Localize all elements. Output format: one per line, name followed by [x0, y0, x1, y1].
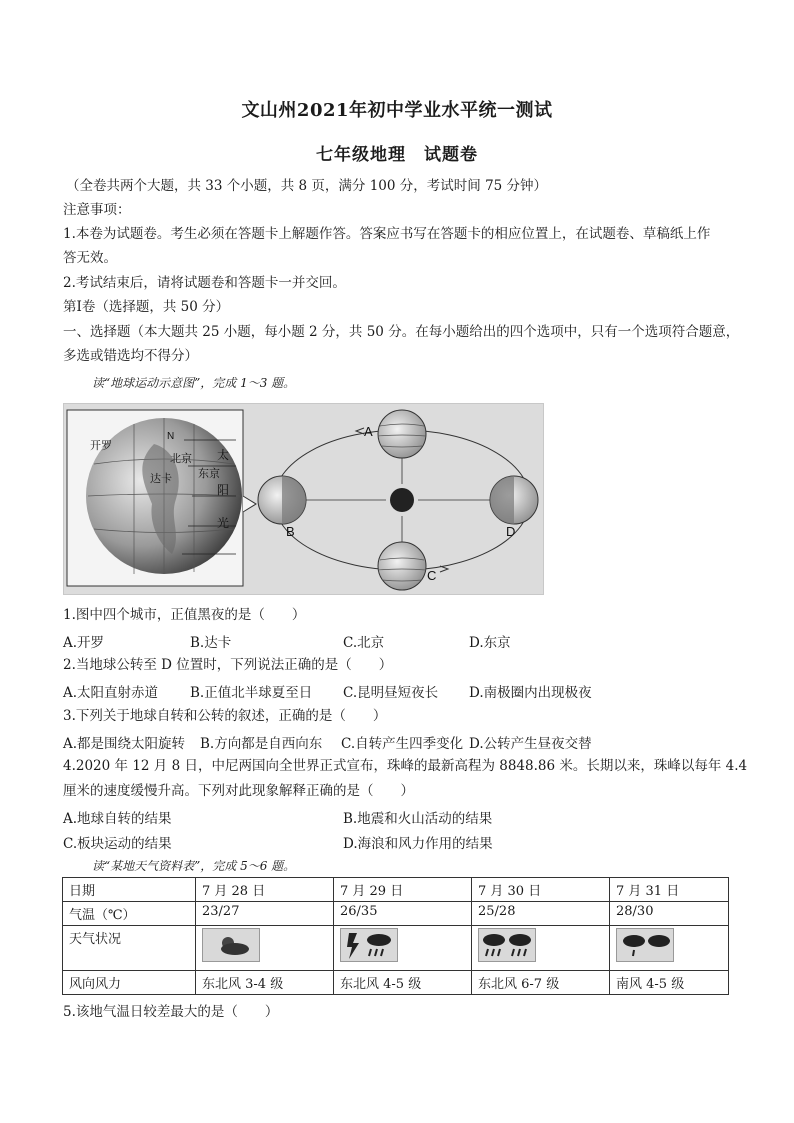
question-1-option-d[interactable]: D.东京 — [469, 635, 511, 651]
instruction-1-line1: 1.本卷为试题卷。考生必须在答题卡上解题作答。答案应书写在答题卡的相应位置上，在试题卷、草稿纸上作 — [63, 226, 711, 242]
position-d-label: D — [506, 524, 516, 539]
temp-cell-4: 28/30 — [610, 902, 729, 926]
instruction-1-line2: 答无效。 — [63, 250, 117, 266]
globe-c — [378, 542, 426, 590]
question-1-option-c[interactable]: C.北京 — [343, 635, 385, 651]
sun-char-3: 光 — [217, 516, 230, 530]
table-row — [63, 971, 729, 995]
north-pole-label: N — [167, 431, 175, 442]
sun-icon — [390, 488, 414, 512]
temp-cell-2: 26/35 — [334, 902, 472, 926]
exam-title: 文山州2021年初中学业水平统一测试 — [241, 100, 553, 121]
position-b-label: B — [286, 524, 295, 539]
row-header-temp: 气温（℃） — [63, 902, 196, 926]
sun-char-2: 阳 — [217, 483, 230, 497]
question-2-option-a[interactable]: A.太阳直射赤道 — [63, 685, 159, 701]
date-cell-3: 7 月 30 日 — [472, 878, 610, 902]
question-3-option-c[interactable]: C.自转产生四季变化 — [341, 736, 464, 752]
earth-motion-diagram — [64, 404, 543, 594]
wind-cell-3: 东北风 6-7 级 — [472, 971, 610, 995]
row-header-date: 日期 — [63, 878, 196, 902]
question-3-option-d[interactable]: D.公转产生昼夜交替 — [469, 736, 592, 752]
city-label-beijing: 北京 — [170, 453, 192, 465]
city-label-cairo: 开罗 — [90, 440, 112, 452]
temp-cell-3: 25/28 — [472, 902, 610, 926]
wind-cell-1: 东北风 3-4 级 — [196, 971, 334, 995]
table-intro: 读“某地天气资料表”，完成 5～6 题。 — [92, 859, 296, 873]
question-4-option-b[interactable]: B.地震和火山活动的结果 — [343, 811, 493, 827]
section-desc-line2: 多选或错选均不得分） — [63, 348, 198, 364]
globe-a — [378, 410, 426, 458]
globe-d — [490, 476, 538, 524]
question-4-stem-line2: 厘米的速度缓慢升高。下列对此现象解释正确的是（ ） — [63, 783, 414, 799]
exam-note: （全卷共两个大题，共 33 个小题，共 8 页，满分 100 分，考试时间 75 分钟） — [66, 178, 548, 194]
date-cell-1: 7 月 28 日 — [196, 878, 334, 902]
question-3-option-a[interactable]: A.都是围绕太阳旋转 — [63, 736, 186, 752]
light-rain-icon — [616, 928, 674, 962]
row-header-weather: 天气状况 — [63, 926, 196, 971]
city-label-tokyo: 东京 — [198, 468, 220, 480]
question-1-option-b[interactable]: B.达卡 — [190, 635, 232, 651]
question-4-stem-line1: 4.2020 年 12 月 8 日，中尼两国向全世界正式宣布，珠峰的最新高程为 8848.86 米。长期以来，珠峰以每年 4.4 — [63, 758, 748, 774]
date-cell-4: 7 月 31 日 — [610, 878, 729, 902]
question-1-stem: 1.图中四个城市，正值黑夜的是（ ） — [63, 607, 306, 623]
figure-intro: 读“地球运动示意图”，完成 1～3 题。 — [92, 376, 296, 390]
heavy-rain-icon — [478, 928, 536, 962]
wind-cell-2: 东北风 4-5 级 — [334, 971, 472, 995]
question-2-stem: 2.当地球公转至 D 位置时，下列说法正确的是（ ） — [63, 657, 393, 673]
section-desc-line1: 一、选择题（本大题共 25 小题，每小题 2 分，共 50 分。在每小题给出的四个选项中，只有一个选项符合题意， — [63, 324, 740, 340]
position-c-label: C — [427, 568, 437, 583]
question-4-option-d[interactable]: D.海浪和风力作用的结果 — [343, 836, 493, 852]
globe-b — [258, 476, 306, 524]
question-3-option-b[interactable]: B.方向都是自西向东 — [200, 736, 323, 752]
temp-cell-1: 23/27 — [196, 902, 334, 926]
exam-subtitle: 七年级地理 试题卷 — [316, 145, 478, 165]
question-1-option-a[interactable]: A.开罗 — [63, 635, 105, 651]
table-row — [63, 926, 729, 971]
table-row — [63, 878, 729, 902]
table-row — [63, 902, 729, 926]
sun-char-1: 太 — [217, 448, 230, 462]
question-2-option-d[interactable]: D.南极圈内出现极夜 — [469, 685, 592, 701]
weather-table — [62, 877, 729, 995]
date-cell-2: 7 月 29 日 — [334, 878, 472, 902]
instructions-heading: 注意事项： — [63, 202, 131, 218]
section-title: 第Ⅰ卷（选择题，共 50 分） — [63, 299, 230, 315]
question-3-stem: 3.下列关于地球自转和公转的叙述，正确的是（ ） — [63, 708, 387, 724]
question-2-option-c[interactable]: C.昆明昼短夜长 — [343, 685, 439, 701]
city-label-dhaka: 达卡 — [150, 473, 172, 485]
position-a-label: A — [364, 424, 373, 439]
question-4-option-a[interactable]: A.地球自转的结果 — [63, 811, 172, 827]
wind-cell-4: 南风 4-5 级 — [610, 971, 729, 995]
row-header-wind: 风向风力 — [63, 971, 196, 995]
thunder-rain-icon — [340, 928, 398, 962]
partly-cloudy-icon — [202, 928, 260, 962]
question-4-option-c[interactable]: C.板块运动的结果 — [63, 836, 172, 852]
instruction-2: 2.考试结束后，请将试题卷和答题卡一并交回。 — [63, 275, 346, 291]
earth-motion-figure — [63, 403, 544, 595]
question-2-option-b[interactable]: B.正值北半球夏至日 — [190, 685, 313, 701]
question-5-stem: 5.该地气温日较差最大的是（ ） — [63, 1004, 279, 1020]
